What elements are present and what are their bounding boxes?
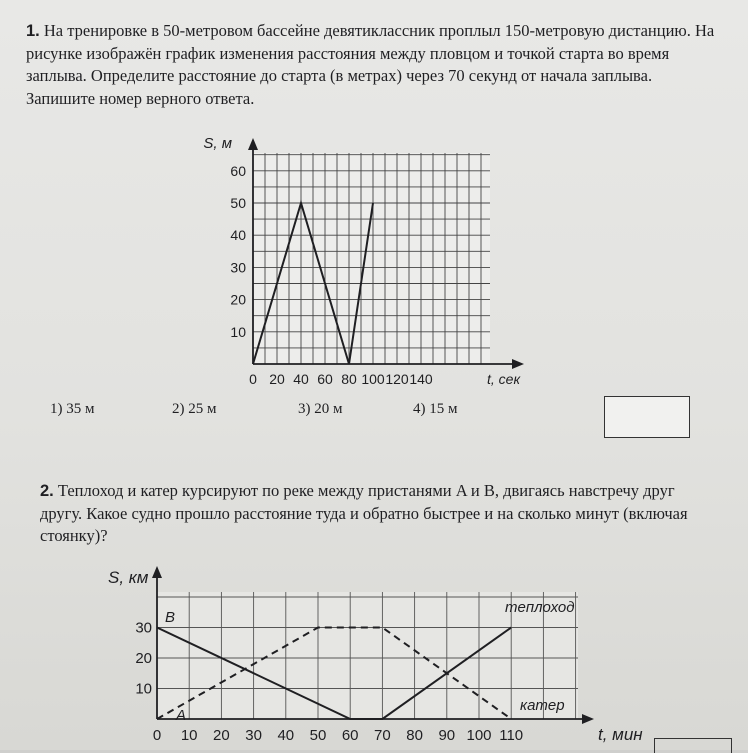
y-axis-label: S, км (108, 568, 149, 587)
x-axis-label: t, мин (598, 725, 643, 744)
x-tick-label: 60 (341, 727, 359, 744)
x-tick-label: 100 (466, 727, 492, 744)
x-tick-label: 10 (180, 727, 198, 744)
y-tick-label: 30 (230, 259, 246, 276)
x-tick-label: 80 (341, 371, 357, 387)
y-tick-label: 30 (135, 619, 152, 637)
x-tick-label: 100 (361, 371, 385, 387)
x-tick-label: 30 (245, 727, 262, 744)
y-tick-label: 20 (135, 650, 152, 667)
point-label-b: B (165, 609, 176, 626)
x-tick-label: 60 (317, 371, 333, 387)
point-label-a: A (176, 707, 187, 724)
x-tick-label: 40 (293, 371, 309, 387)
x-tick-label: 0 (152, 727, 162, 744)
task1-text: На тренировке в 50-метровом бассейне девятиклассник проплыл 150-метровую дистанцию. На рисунке изображён график изменения расстояния между пловцом и точкой старта во время заплыва. Определите расстояние до старта (в метрах) через 70 секунд от начала заплыва. Запишите номер верного ответа. (26, 21, 715, 108)
y-tick-label: 10 (230, 323, 246, 340)
x-tick-label: 110 (499, 727, 524, 744)
x-tick-label: 80 (406, 727, 423, 744)
answer-option-1[interactable]: 1) 35 м (50, 401, 95, 417)
x-tick-label: 140 (409, 371, 433, 387)
answer-option-3[interactable]: 3) 20 м (298, 401, 343, 417)
x-axis-label: t, сек (487, 371, 521, 387)
answer-option-4[interactable]: 4) 15 м (413, 401, 458, 417)
y-axis-arrow (152, 566, 162, 578)
x-tick-label: 40 (277, 727, 295, 744)
x-tick-label: 120 (385, 371, 409, 387)
x-tick-label: 20 (213, 727, 230, 744)
legend-boat-label: катер (520, 697, 565, 714)
x-tick-label: 0 (249, 371, 257, 387)
answer-option-2[interactable]: 2) 25 м (172, 401, 217, 417)
task2-text: Теплоход и катер курсируют по реке между пристанями A и B, двигаясь навстречу друг другу. Какое судно прошло расстояние туда и обратно быстрее и на сколько минут (включая стоянку)? (40, 481, 688, 545)
y-tick-label: 40 (230, 227, 246, 244)
x-tick-label: 70 (374, 727, 391, 744)
answer-box-2[interactable] (654, 738, 732, 753)
x-axis-arrow (582, 714, 594, 724)
x-tick-label: 20 (269, 371, 285, 387)
task2-number: 2. (40, 482, 54, 500)
y-tick-label: 10 (135, 680, 152, 698)
y-tick-label: 20 (230, 291, 246, 308)
x-tick-label: 90 (438, 727, 456, 744)
y-tick-label: 60 (230, 162, 246, 179)
task1-number: 1. (26, 22, 40, 40)
y-axis-label: S, м (203, 135, 232, 152)
legend-ship-label: теплоход (505, 599, 575, 616)
y-tick-label: 50 (230, 195, 246, 211)
x-tick-label: 50 (309, 727, 327, 744)
